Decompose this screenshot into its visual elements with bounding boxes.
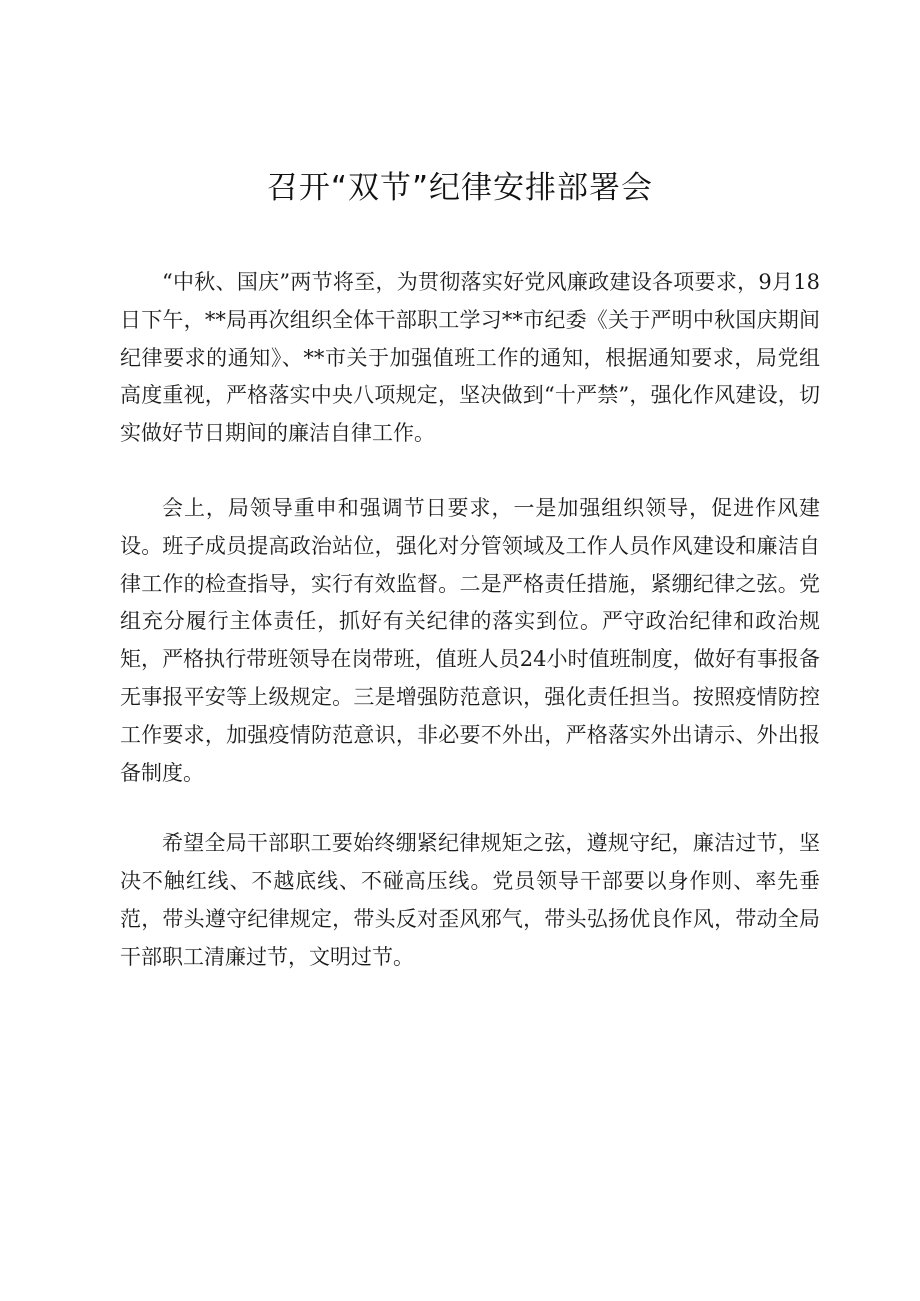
paragraph-1: “中秋、国庆”两节将至，为贯彻落实好党风廉政建设各项要求，9月18日下午，**局再次组织全体干部职工学习**市纪委《关于严明中秋国庆期间纪律要求的通知》、**市关于加强值班工作的通知，根据通知要求，局党组高度重视，严格落实中央八项规定，坚决做到“十严禁”，强化作风建设，切实做好节日期间的廉洁自律工作。 <box>120 270 820 446</box>
document-body <box>120 264 820 977</box>
document-title: 召开“双节”纪律安排部署会 <box>266 170 654 206</box>
paragraph-2: 会上，局领导重申和强调节日要求，一是加强组织领导，促进作风建设。班子成员提高政治站位，强化对分管领域及工作人员作风建设和廉洁自律工作的检查指导，实行有效监督。二是严格责任措施，紧绷纪律之弦。党组充分履行主体责任，抓好有关纪律的落实到位。严守政治纪律和政治规矩，严格执行带班领导在岗带班，值班人员24小时值班制度，做好有事报备无事报平安等上级规定。三是增强防范意识，强化责任担当。按照疫情防控工作要求，加强疫情防范意识，非必要不外出，严格落实外出请示、外出报备制度。 <box>120 495 820 785</box>
paragraph-3: 希望全局干部职工要始终绷紧纪律规矩之弦，遵规守纪，廉洁过节，坚决不触红线、不越底线、不碰高压线。党员领导干部要以身作则、率先垂范，带头遵守纪律规定，带头反对歪风邪气，带头弘扬优良作风，带动全局干部职工清廉过节，文明过节。 <box>120 831 820 969</box>
